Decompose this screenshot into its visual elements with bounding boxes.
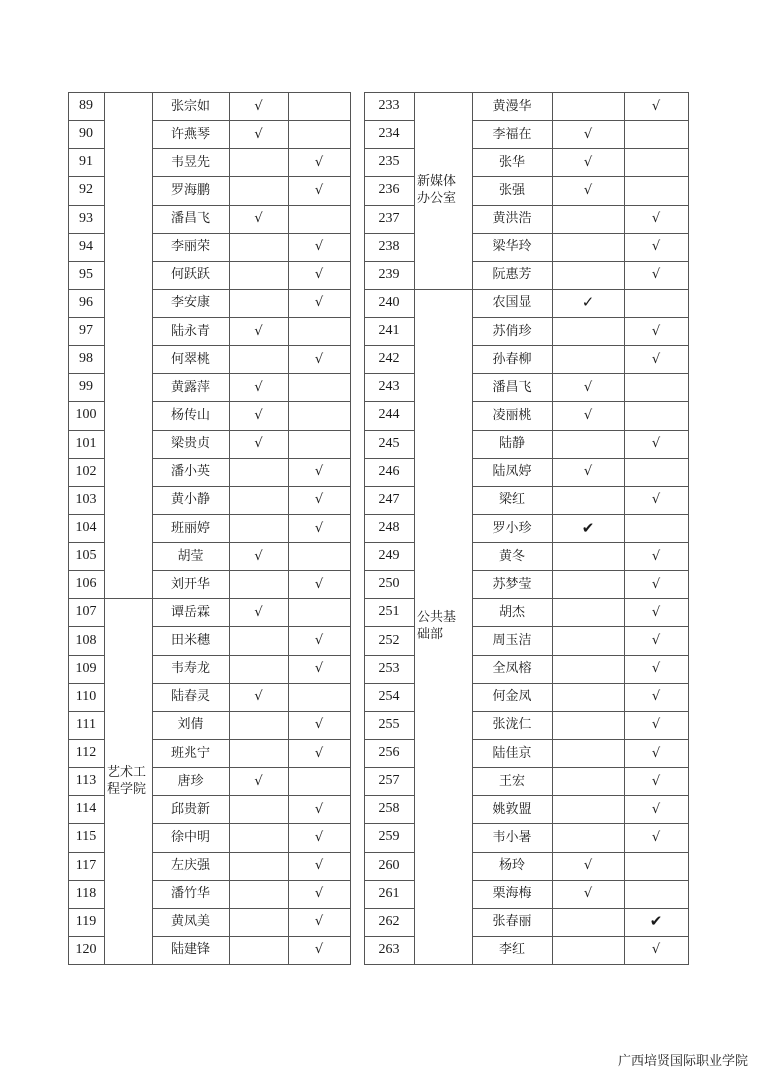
row-number: 236	[378, 182, 400, 198]
row-number: 94	[79, 238, 93, 254]
check-mark-col1: √	[254, 604, 263, 620]
person-name: 张春丽	[492, 914, 532, 930]
check-mark-col2: √	[651, 689, 661, 705]
check-mark-col2: √	[651, 239, 661, 255]
check-mark-col1	[552, 711, 624, 739]
row-number: 104	[75, 520, 97, 535]
person-name: 谭岳霖	[170, 604, 210, 620]
person-name: 班兆宁	[170, 745, 210, 761]
row-number: 241	[378, 323, 400, 339]
row-number: 242	[378, 351, 400, 367]
row-number: 248	[378, 520, 400, 535]
row-number: 263	[378, 941, 400, 957]
check-mark-col2: √	[314, 351, 324, 367]
check-mark-col2: √	[651, 829, 661, 845]
check-mark-col1	[229, 655, 288, 683]
check-mark-col1: √	[254, 407, 263, 423]
check-mark-col1	[229, 823, 288, 851]
check-mark-col1: √	[254, 323, 263, 339]
person-name: 陆凤婷	[492, 464, 532, 480]
row-number: 253	[378, 660, 400, 676]
row-number: 244	[378, 407, 400, 423]
row-number: 106	[75, 576, 97, 592]
row-number: 105	[75, 548, 97, 564]
check-mark-col1	[229, 289, 288, 317]
check-mark-col2	[288, 683, 350, 711]
check-mark-col2	[288, 598, 350, 626]
person-name: 何翠桃	[170, 351, 210, 367]
person-name: 黄冬	[498, 548, 525, 564]
row-number: 90	[79, 126, 93, 142]
check-mark-col1: √	[254, 379, 263, 395]
check-mark-col2: √	[651, 436, 661, 452]
check-mark-col2	[624, 148, 688, 176]
check-mark-col2: √	[651, 323, 661, 339]
row-number: 254	[378, 688, 400, 704]
person-name: 李福在	[492, 126, 532, 142]
check-mark-col2: √	[314, 464, 324, 480]
row-number: 96	[79, 294, 93, 310]
row-number: 91	[79, 154, 93, 170]
row-number: 89	[79, 98, 93, 114]
row-number: 113	[75, 773, 97, 789]
person-name: 黄漫华	[492, 98, 532, 114]
person-name: 阮惠芳	[492, 267, 532, 283]
person-name: 陆永青	[170, 323, 210, 339]
check-mark-col2: √	[651, 745, 661, 761]
row-number: 257	[378, 773, 400, 789]
check-mark-col1: √	[254, 436, 263, 452]
check-mark-col2: √	[651, 98, 661, 114]
row-number: 237	[378, 210, 400, 226]
check-mark-col2: √	[314, 801, 324, 817]
person-name: 潘昌飞	[492, 379, 532, 395]
person-name: 姚敦盟	[492, 801, 532, 817]
person-name: 潘昌飞	[170, 211, 210, 227]
person-name: 田米穗	[170, 633, 210, 649]
person-name: 李红	[498, 942, 525, 958]
person-name: 农国显	[492, 295, 532, 311]
row-number: 110	[75, 688, 97, 704]
check-mark-col2	[288, 542, 350, 570]
check-mark-col2: √	[651, 717, 661, 733]
check-mark-col2: √	[314, 267, 324, 283]
row-number: 245	[378, 435, 400, 451]
check-mark-col1	[552, 655, 624, 683]
check-mark-col1: √	[583, 886, 593, 902]
check-mark-col1	[552, 345, 624, 373]
row-number: 117	[75, 857, 97, 873]
person-name: 徐中明	[170, 829, 210, 845]
check-mark-col2	[288, 401, 350, 429]
check-mark-col1	[552, 92, 624, 120]
person-name: 刘倩	[177, 717, 204, 733]
person-name: 周玉洁	[492, 633, 532, 649]
check-mark-col2: √	[314, 829, 324, 845]
person-name: 陆佳京	[492, 745, 532, 761]
row-number: 238	[378, 238, 400, 254]
check-mark-col2	[624, 176, 688, 204]
person-name: 刘开华	[170, 576, 210, 592]
check-mark-col1: √	[583, 858, 593, 874]
check-mark-col1	[229, 880, 288, 908]
check-mark-col1	[552, 767, 624, 795]
check-mark-col2: √	[314, 520, 324, 536]
row-number: 98	[79, 351, 93, 367]
person-name: 梁贵贞	[170, 436, 210, 452]
check-mark-col1	[229, 626, 288, 654]
person-name: 梁华玲	[492, 239, 532, 255]
row-number: 101	[75, 435, 97, 451]
check-mark-col2	[288, 430, 350, 458]
check-mark-col1: √	[583, 464, 593, 480]
check-mark-col2: √	[651, 942, 661, 958]
check-mark-col2: √	[651, 267, 661, 283]
check-mark-col1	[552, 542, 624, 570]
person-name: 胡莹	[177, 548, 204, 564]
check-mark-col2: √	[651, 773, 661, 789]
check-mark-col1	[552, 570, 624, 598]
check-mark-col2	[624, 289, 688, 317]
check-mark-col1: √	[583, 126, 593, 142]
row-number: 120	[75, 941, 97, 957]
check-mark-col1	[552, 430, 624, 458]
row-number: 118	[75, 885, 97, 901]
check-mark-col2: √	[314, 858, 324, 874]
row-number: 112	[75, 745, 97, 761]
row-number: 103	[75, 491, 97, 507]
row-number: 115	[75, 829, 97, 845]
person-name: 黄露萍	[170, 379, 210, 395]
row-number: 246	[378, 463, 400, 479]
check-mark-col2: √	[314, 661, 324, 677]
check-mark-col2	[624, 514, 688, 542]
row-number: 114	[75, 801, 97, 817]
check-mark-col2: √	[314, 295, 324, 311]
footer-institution: 广西培贤国际职业学院	[617, 1054, 748, 1069]
row-number: 250	[378, 576, 400, 592]
check-mark-col2: √	[651, 801, 661, 817]
check-mark-col2: √	[651, 604, 661, 620]
check-mark-col2: √	[314, 942, 324, 958]
row-number: 252	[378, 632, 400, 648]
check-mark-col1	[229, 852, 288, 880]
check-mark-col1	[229, 233, 288, 261]
check-mark-col1	[229, 570, 288, 598]
check-mark-col2	[624, 373, 688, 401]
person-name: 张泷仁	[492, 717, 532, 733]
person-name: 罗小珍	[492, 520, 532, 536]
check-mark-col1	[552, 205, 624, 233]
check-mark-col1	[229, 458, 288, 486]
person-name: 陆春灵	[170, 689, 210, 705]
check-mark-col1	[552, 908, 624, 936]
row-number: 100	[75, 407, 97, 423]
check-mark-col1	[552, 683, 624, 711]
check-mark-col2: √	[651, 211, 661, 227]
table-rule	[414, 289, 473, 290]
person-name: 何金凤	[492, 689, 532, 705]
check-mark-col1	[552, 739, 624, 767]
table-rule	[104, 598, 153, 599]
row-number: 235	[378, 154, 400, 170]
row-number: 260	[378, 857, 400, 873]
row-number: 119	[75, 913, 97, 929]
check-mark-col1	[229, 936, 288, 964]
person-name: 许燕琴	[170, 126, 210, 142]
person-name: 张华	[498, 154, 525, 170]
row-number: 240	[378, 294, 400, 310]
check-mark-col1	[552, 261, 624, 289]
person-name: 张宗如	[170, 98, 210, 114]
check-mark-col1	[552, 233, 624, 261]
check-mark-col1	[229, 711, 288, 739]
table-rule	[364, 964, 689, 965]
check-mark-col1: √	[254, 689, 263, 705]
person-name: 全凤榕	[492, 661, 532, 677]
row-number: 239	[378, 266, 400, 282]
check-mark-col2: √	[314, 154, 324, 170]
person-name: 黄凤美	[170, 914, 210, 930]
roster-table	[68, 92, 688, 964]
row-number: 95	[79, 266, 93, 282]
person-name: 孙春柳	[492, 351, 532, 367]
check-mark-col1: √	[583, 379, 593, 395]
row-number: 262	[378, 913, 400, 929]
check-mark-col2: √	[314, 745, 324, 761]
person-name: 栗海梅	[492, 886, 532, 902]
check-mark-col2: ✔	[649, 912, 663, 931]
check-mark-col2: √	[651, 661, 661, 677]
row-number: 108	[75, 632, 97, 648]
row-number: 97	[79, 323, 93, 339]
check-mark-col1	[229, 261, 288, 289]
check-mark-col1	[229, 739, 288, 767]
person-name: 张强	[498, 182, 525, 198]
check-mark-col1: ✓	[581, 293, 595, 312]
row-number: 99	[79, 379, 93, 395]
check-mark-col1	[229, 176, 288, 204]
row-number: 233	[378, 98, 400, 114]
check-mark-col1	[552, 795, 624, 823]
check-mark-col2	[288, 92, 350, 120]
person-name: 唐珍	[177, 773, 204, 789]
check-mark-col1	[552, 936, 624, 964]
person-name: 邱贵新	[170, 801, 210, 817]
row-number: 251	[378, 604, 400, 620]
check-mark-col1: √	[254, 211, 263, 227]
check-mark-col2	[624, 880, 688, 908]
person-name: 苏梦莹	[492, 576, 532, 592]
check-mark-col1	[552, 486, 624, 514]
check-mark-col2	[288, 205, 350, 233]
row-number: 93	[79, 210, 93, 226]
person-name: 陆静	[498, 436, 525, 452]
check-mark-col2	[624, 458, 688, 486]
row-number: 255	[378, 716, 400, 732]
person-name: 苏俏珍	[492, 323, 532, 339]
table-rule	[688, 92, 689, 965]
department-label: 公共基 础部	[417, 610, 457, 643]
row-number: 111	[76, 716, 96, 732]
person-name: 何跃跃	[170, 267, 210, 283]
person-name: 凌丽桃	[492, 407, 532, 423]
person-name: 罗海鹏	[170, 182, 210, 198]
person-name: 杨玲	[498, 858, 525, 874]
check-mark-col2	[624, 852, 688, 880]
row-number: 102	[75, 463, 97, 479]
check-mark-col1	[552, 598, 624, 626]
check-mark-col1: √	[583, 182, 593, 198]
row-number: 243	[378, 379, 400, 395]
check-mark-col2: √	[651, 492, 661, 508]
check-mark-col2: √	[314, 492, 324, 508]
person-name: 梁红	[498, 492, 525, 508]
person-name: 李安康	[170, 295, 210, 311]
check-mark-col2	[288, 767, 350, 795]
table-rule	[104, 92, 105, 965]
check-mark-col2: √	[651, 351, 661, 367]
check-mark-col2	[624, 120, 688, 148]
check-mark-col2	[288, 317, 350, 345]
department-label: 新媒体 办公室	[417, 174, 457, 207]
row-number: 256	[378, 745, 400, 761]
person-name: 班丽婷	[170, 520, 210, 536]
person-name: 韦小暑	[492, 829, 532, 845]
row-number: 261	[378, 885, 400, 901]
row-number: 109	[75, 660, 97, 676]
person-name: 潘竹华	[170, 886, 210, 902]
person-name: 陆建锋	[170, 942, 210, 958]
person-name: 韦寿龙	[170, 661, 210, 677]
check-mark-col2: √	[314, 914, 324, 930]
check-mark-col2	[288, 373, 350, 401]
table-rule	[350, 92, 351, 965]
check-mark-col1: √	[583, 154, 593, 170]
row-number: 107	[75, 604, 97, 620]
table-rule	[414, 92, 415, 965]
person-name: 黄洪浩	[492, 211, 532, 227]
check-mark-col2	[288, 120, 350, 148]
check-mark-col1	[552, 823, 624, 851]
row-number: 234	[378, 126, 400, 142]
check-mark-col1	[552, 626, 624, 654]
check-mark-col2: √	[314, 886, 324, 902]
check-mark-col2: √	[651, 576, 661, 592]
check-mark-col1	[229, 514, 288, 542]
row-number: 258	[378, 801, 400, 817]
check-mark-col1: ✔	[581, 518, 595, 537]
check-mark-col1	[229, 148, 288, 176]
row-number: 259	[378, 829, 400, 845]
check-mark-col1: √	[254, 548, 263, 564]
person-name: 杨传山	[170, 407, 210, 423]
person-name: 潘小英	[170, 464, 210, 480]
check-mark-col2: √	[314, 576, 324, 592]
check-mark-col1: √	[583, 407, 593, 423]
person-name: 黄小静	[170, 492, 210, 508]
person-name: 韦昱先	[170, 154, 210, 170]
check-mark-col2: √	[314, 182, 324, 198]
check-mark-col1: √	[254, 98, 263, 114]
check-mark-col2	[624, 401, 688, 429]
check-mark-col1: √	[254, 773, 263, 789]
check-mark-col1	[229, 795, 288, 823]
department-label: 艺术工 程学院	[107, 765, 147, 798]
row-number: 247	[378, 491, 400, 507]
check-mark-col1: √	[254, 126, 263, 142]
row-number: 249	[378, 548, 400, 564]
row-number: 92	[79, 182, 93, 198]
check-mark-col1	[552, 317, 624, 345]
check-mark-col1	[229, 345, 288, 373]
check-mark-col2: √	[314, 633, 324, 649]
check-mark-col2: √	[314, 717, 324, 733]
table-rule	[68, 964, 351, 965]
person-name: 胡杰	[498, 604, 525, 620]
person-name: 李丽荣	[170, 239, 210, 255]
check-mark-col2: √	[651, 633, 661, 649]
check-mark-col2: √	[314, 239, 324, 255]
check-mark-col1	[229, 486, 288, 514]
person-name: 左庆强	[170, 858, 210, 874]
person-name: 王宏	[498, 773, 525, 789]
check-mark-col2: √	[651, 548, 661, 564]
check-mark-col1	[229, 908, 288, 936]
